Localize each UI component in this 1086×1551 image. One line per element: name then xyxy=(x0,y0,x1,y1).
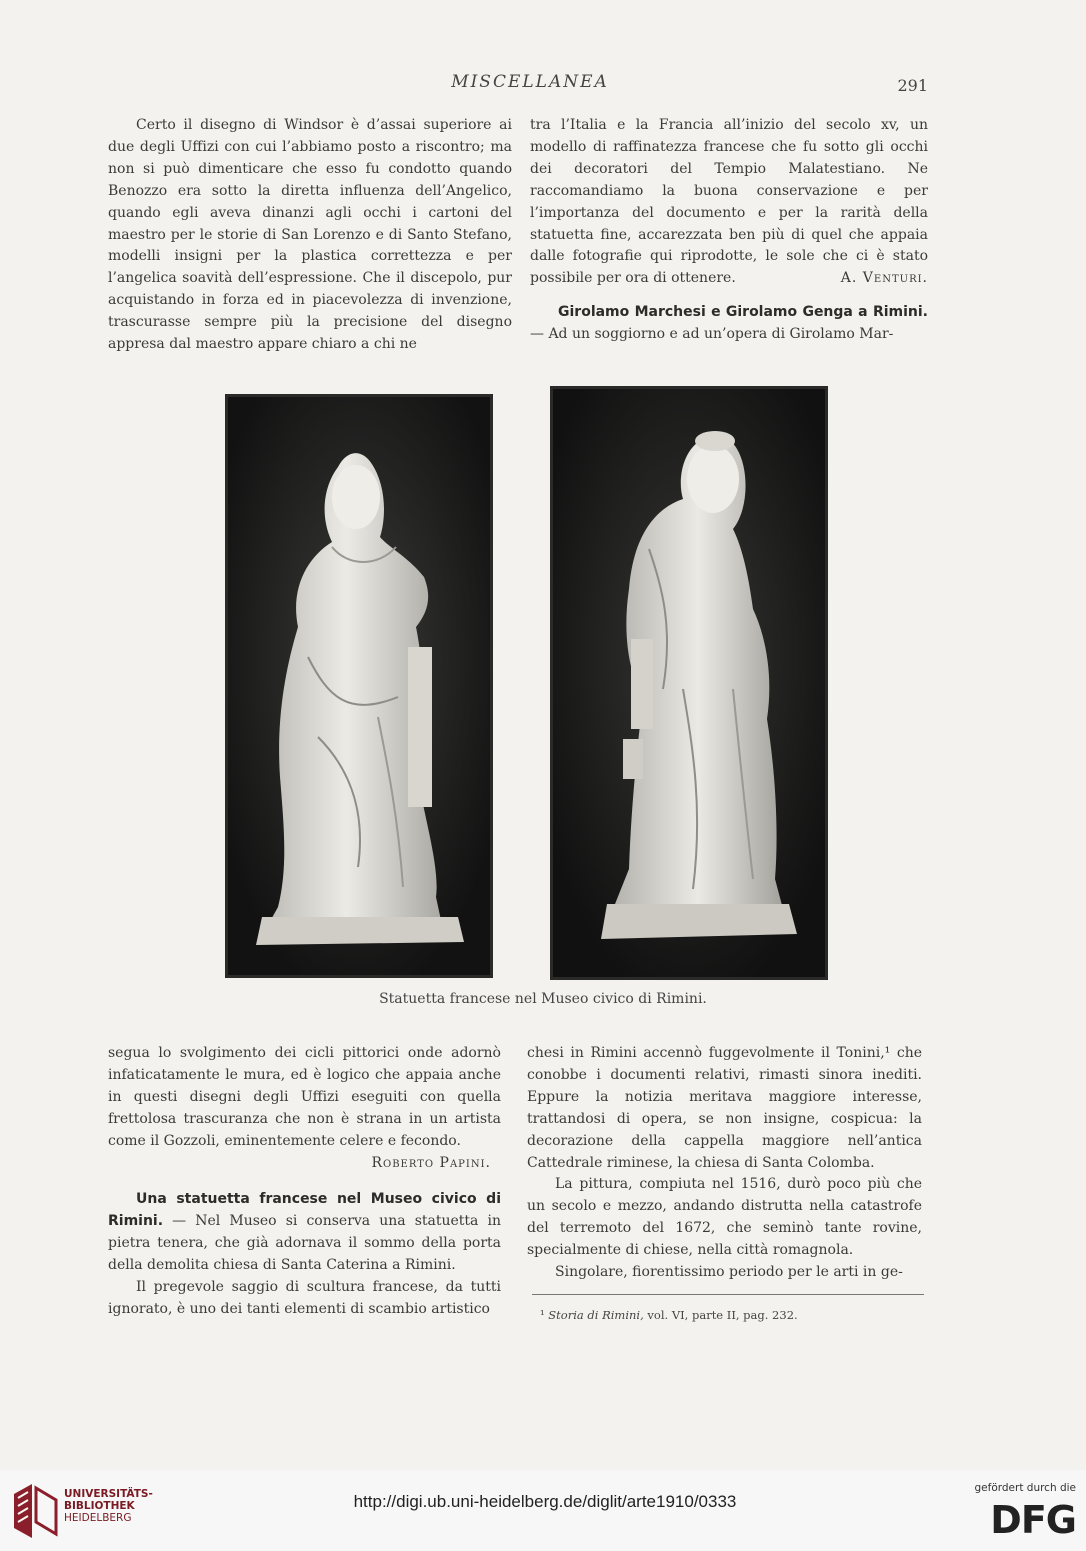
paragraph: La pittura, compiuta nel 1516, durò poco più che un secolo e mezzo, andando distrutta nella catastrofe del terremoto del 1672, che seminò tante rovine, specialmente di chiese, nella città romagnola. xyxy=(527,1176,922,1259)
statuette-photo-front xyxy=(225,394,493,978)
statuette-front-image xyxy=(228,397,490,975)
dfg-logo: DFG xyxy=(990,1498,1076,1542)
footnote-title: Storia di Rimini, xyxy=(548,1308,644,1322)
article-start xyxy=(530,302,928,346)
paragraph: Certo il disegno di Windsor è d’assai superiore ai due degli Uffizi con cui l’abbiamo posto a riscontro; ma non si può dimenticare che esso fu condotto quando Benozzo era sotto la diretta influenza dell’Angelico, quando egli aveva dinanzi agli occhi i cartoni del maestro per le storie di San Lorenzo e di Santo Stefano, modelli insigni per la plastica correttezza e per l’angelica soavità dell’espressione. Che il discepolo, pur acquistando in forza ed in piacevolezza di invenzione, trascurasse sempre più la precisione del disegno appresa dal maestro appare chiaro a chi ne xyxy=(108,117,512,353)
author-signature-venturi: A. Venturi. xyxy=(840,270,928,287)
article-heading-statuetta: Una statuetta francese nel Museo civico di Rimini. xyxy=(108,1191,501,1230)
footnote-text: vol. VI, parte II, pag. 232. xyxy=(647,1308,798,1322)
column-bottom-right xyxy=(527,1043,922,1284)
paragraph-text: tra l’Italia e la Francia all’inizio del secolo xv, un modello di raffinatezza francese che fu sotto gli occhi dei decoratori del Tempio Malatestiano. Ne raccomandiamo la buona conservazione e per l’importanza del documento e per la rarità della statuetta fine, accarezzata ben più di quel che appaia dalle fotografie qui riprodotte, le sole che ci è stato possibile per ora di ottenere. xyxy=(530,117,928,287)
paragraph: Il pregevole saggio di scultura francese, da tutti ignorato, è uno dei tanti elementi di scambio artistico xyxy=(108,1279,501,1317)
paragraph: Singolare, fiorentissimo periodo per le arti in ge- xyxy=(555,1264,903,1281)
paragraph: chesi in Rimini accennò fuggevolmente il Tonini,¹ che conobbe i documenti relativi, rimasti sinora inediti. Eppure la notizia meritava maggiore interesse, trattandosi di opera, se non insigne, cospicua: la decorazione della cappella maggiore nell’antica Cattedrale riminese, la chiesa di Santa Colomba. xyxy=(527,1045,922,1171)
article-heading-genga: Girolamo Marchesi e Girolamo Genga a Rimini. xyxy=(558,304,928,321)
statuette-photo-profile xyxy=(550,386,828,980)
figure-caption: Statuetta francese nel Museo civico di Rimini. xyxy=(379,991,707,1007)
paragraph xyxy=(530,115,928,290)
running-title: MISCELLANEA xyxy=(451,72,609,92)
library-name: UNIVERSITÄTS- BIBLIOTHEK HEIDELBERG xyxy=(64,1488,153,1524)
footnote-rule xyxy=(532,1294,924,1295)
funding-label: gefördert durch die xyxy=(974,1482,1076,1494)
paragraph: segua lo svolgimento dei cicli pittorici onde adornò infaticatamente le mura, ed è logico che appaia anche in questi disegni degli Uffizi eseguiti con quella frettolosa trascuranza che non è strana in un artista come il Gozzoli, eminentemente celere e fecondo. xyxy=(108,1045,501,1149)
author-signature-papini: Roberto Papini. xyxy=(371,1154,491,1171)
digitization-footer xyxy=(0,1470,1086,1551)
column-top-left xyxy=(108,115,512,356)
footnote-marker: ¹ xyxy=(540,1308,545,1322)
university-library-logo-icon xyxy=(12,1482,60,1540)
paragraph-text: — Ad un soggiorno e ad un’opera di Girolamo Mar- xyxy=(530,326,894,343)
permalink-url[interactable]: http://digi.ub.uni-heidelberg.de/diglit/arte1910/0333 xyxy=(353,1492,737,1511)
footnote xyxy=(540,1308,930,1322)
article-start xyxy=(108,1189,501,1277)
page-number: 291 xyxy=(897,76,928,95)
paragraph-text: — Nel Museo si conserva una statuetta in pietra tenera, che già adornava il sommo della porta della demolita chiesa di Santa Caterina a Rimini. xyxy=(108,1213,501,1274)
column-bottom-left xyxy=(108,1043,501,1321)
column-top-right xyxy=(530,115,928,346)
statuette-profile-image xyxy=(553,389,825,977)
